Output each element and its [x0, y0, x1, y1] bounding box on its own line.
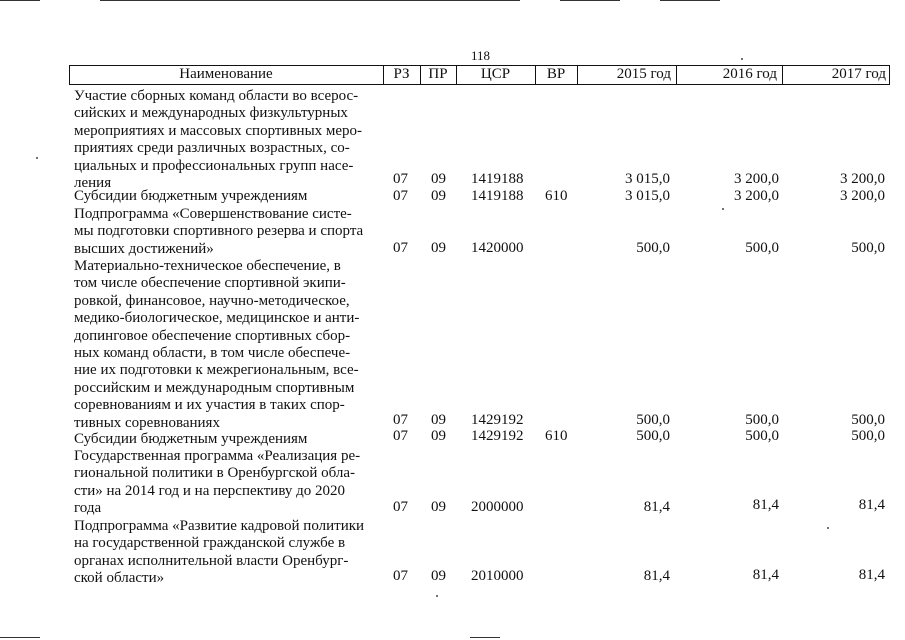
scan-edge-mark [660, 0, 720, 1]
cell-csr: 1429192 [471, 428, 524, 444]
scan-speck [722, 208, 724, 210]
name-line: Материально-техническое обеспечение, в [74, 258, 341, 274]
name-line: Субсидии бюджетным учреждениям [74, 431, 308, 447]
name-line: допинговое обеспечение спортивных сбор- [74, 327, 351, 344]
name-line: органах исполнительной власти Оренбург- [74, 552, 349, 569]
cell-2017: 500,0 [851, 412, 885, 428]
col-header-2017: 2017 год [831, 66, 886, 82]
scan-edge-mark [560, 0, 620, 1]
row-name [74, 188, 384, 205]
cell-2015: 81,4 [643, 568, 670, 584]
cell-2016: 500,0 [745, 412, 779, 428]
cell-2016: 81,4 [752, 567, 779, 583]
cell-2015: 500,0 [636, 428, 670, 444]
scan-speck [36, 157, 38, 159]
scan-speck [741, 58, 743, 60]
cell-vr: 610 [545, 428, 568, 444]
name-line: циальных и профессиональных групп насе- [74, 157, 354, 174]
cell-pr: 09 [431, 568, 446, 584]
row-name [74, 518, 384, 588]
cell-2015: 81,4 [643, 499, 670, 515]
cell-pr: 09 [431, 428, 446, 444]
name-line: на государственной гражданской службе в [74, 535, 346, 552]
cell-csr: 1419188 [471, 188, 524, 204]
scan-edge-mark [100, 0, 520, 1]
row-name [74, 258, 384, 432]
name-line: медико-биологическое, медицинское и анти- [74, 310, 360, 327]
cell-csr: 2000000 [471, 499, 524, 515]
cell-2016: 81,4 [752, 497, 779, 513]
name-line: мы подготовки спортивного резерва и спорта [74, 223, 364, 240]
name-line: тивных соревнованиях [74, 414, 220, 431]
name-line: высших достижений» [74, 240, 214, 257]
col-divider [889, 65, 890, 84]
cell-rz: 07 [393, 240, 408, 256]
cell-2016: 500,0 [745, 428, 779, 444]
col-header-2015: 2015 год [616, 66, 671, 82]
cell-2015: 3 015,0 [625, 188, 670, 204]
cell-vr: 610 [545, 188, 568, 204]
name-line: мероприятиях и массовых спортивных меро- [74, 122, 363, 139]
cell-rz: 07 [393, 188, 408, 204]
col-header-vr: ВР [546, 66, 566, 82]
cell-2016: 3 200,0 [734, 188, 779, 204]
name-line: сийских и международных физкультурных [74, 105, 348, 122]
col-header-rz: РЗ [393, 66, 410, 82]
cell-csr: 2010000 [471, 568, 524, 584]
row-name [74, 206, 384, 258]
cell-pr: 09 [431, 188, 446, 204]
col-header-csr: ЦСР [480, 66, 511, 82]
cell-2016: 3 200,0 [734, 171, 779, 187]
row-name [74, 431, 384, 448]
col-header-2016: 2016 год [722, 66, 777, 82]
name-line: Субсидии бюджетным учреждениям [74, 188, 308, 204]
cell-csr: 1429192 [471, 412, 524, 428]
name-line: Подпрограмма «Развитие кадровой политики [74, 518, 365, 534]
header-bottom-rule [69, 84, 890, 85]
cell-pr: 09 [431, 412, 446, 428]
cell-2017: 3 200,0 [840, 188, 885, 204]
name-line: Государственная программа «Реализация ре- [74, 448, 361, 464]
col-header-pr: ПР [428, 66, 448, 82]
scan-speck [436, 595, 438, 597]
row-name [74, 88, 384, 192]
cell-rz: 07 [393, 499, 408, 515]
name-line: ние их подготовки к межрегиональным, все- [74, 362, 359, 379]
cell-2017: 500,0 [851, 240, 885, 256]
name-line: ровкой, финансовое, научно-методическое, [74, 292, 350, 309]
col-header-name: Наименование [179, 66, 273, 82]
cell-pr: 09 [431, 240, 446, 256]
scan-speck [827, 527, 829, 529]
name-line: приятиях среди различных возрастных, со- [74, 140, 350, 157]
cell-rz: 07 [393, 428, 408, 444]
name-line: Участие сборных команд области во всерос- [74, 88, 359, 104]
cell-csr: 1420000 [471, 240, 524, 256]
scan-edge-mark [0, 0, 40, 1]
cell-rz: 07 [393, 568, 408, 584]
cell-pr: 09 [431, 499, 446, 515]
name-line: года [74, 500, 102, 517]
name-line: соревнованиям и их участия в таких спор- [74, 397, 345, 414]
cell-2015: 500,0 [636, 412, 670, 428]
cell-csr: 1419188 [471, 171, 524, 187]
cell-2016: 500,0 [745, 240, 779, 256]
name-line: гиональной политики в Оренбургской обла- [74, 465, 356, 482]
cell-2017: 81,4 [858, 497, 885, 513]
name-line: ления [74, 175, 112, 192]
cell-2015: 500,0 [636, 240, 670, 256]
name-line: Подпрограмма «Совершенствование систе- [74, 206, 352, 222]
name-line: ных команд области, в том числе обеспече- [74, 345, 351, 362]
name-line: российским и международным спортивным [74, 379, 355, 396]
cell-pr: 09 [431, 171, 446, 187]
cell-2017: 500,0 [851, 428, 885, 444]
name-line: том числе обеспечение спортивной экипи- [74, 275, 346, 292]
cell-rz: 07 [393, 171, 408, 187]
scan-edge-mark [0, 637, 40, 638]
row-name [74, 448, 384, 518]
cell-2017: 81,4 [858, 567, 885, 583]
cell-2015: 3 015,0 [625, 171, 670, 187]
name-line: ской области» [74, 570, 165, 587]
cell-2017: 3 200,0 [840, 171, 885, 187]
scan-edge-mark [470, 637, 500, 638]
page-number: 118 [471, 48, 491, 63]
name-line: сти» на 2014 год и на перспективу до 2020 [74, 482, 346, 499]
cell-rz: 07 [393, 412, 408, 428]
